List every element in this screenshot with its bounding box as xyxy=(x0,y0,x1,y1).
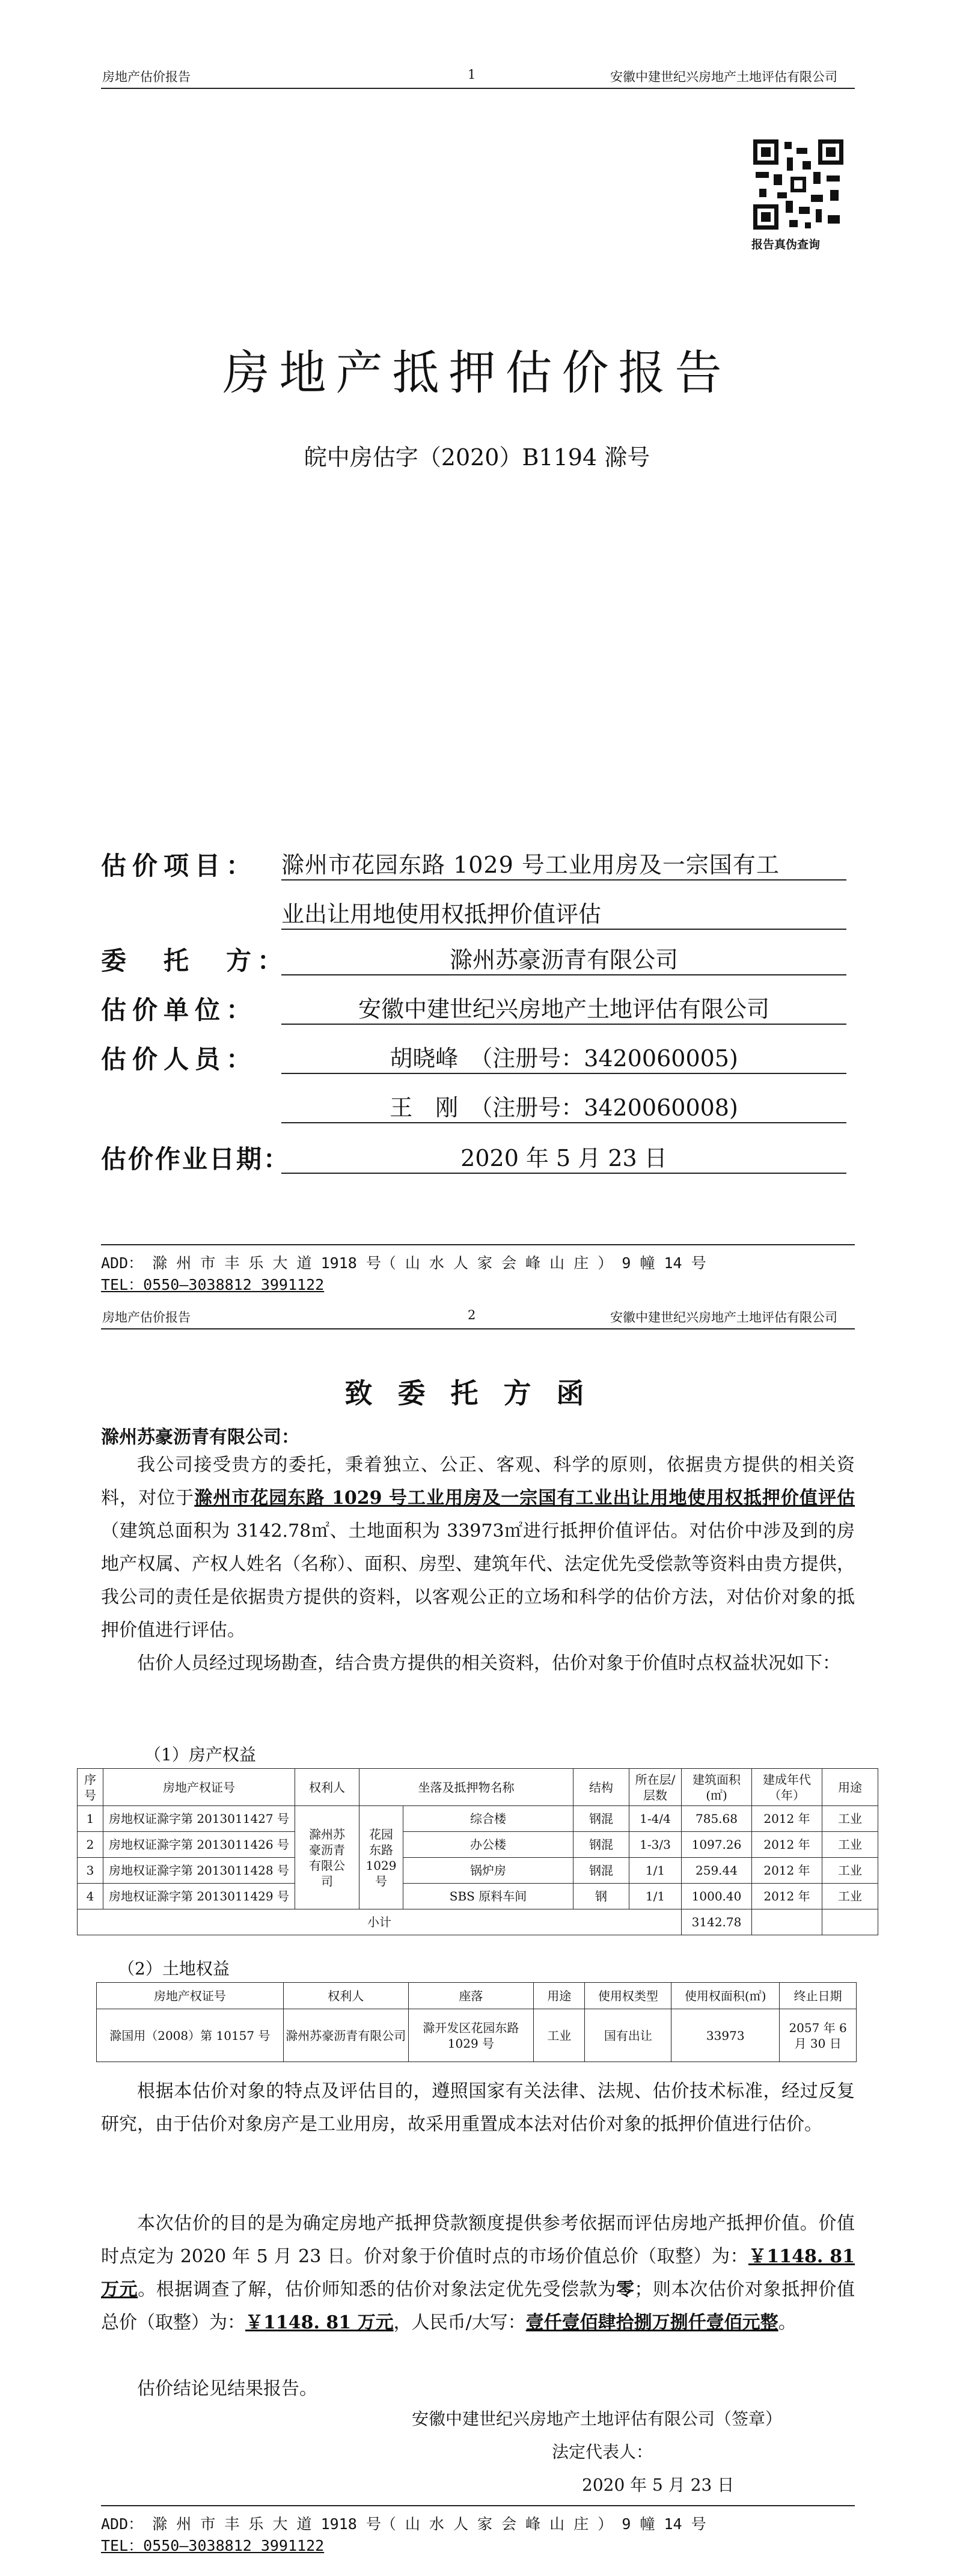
mortgage-value-uppercase: 壹仟壹佰肆拾捌万捌仟壹佰元整 xyxy=(525,2312,778,2333)
row-4-year: 2012 年 xyxy=(752,1884,822,1909)
house-header-owner: 权利人 xyxy=(295,1769,359,1806)
land-use: 工业 xyxy=(534,2009,585,2062)
row-4-cert: 房地权证滁字第 2013011429 号 xyxy=(103,1884,295,1909)
row-4-area: 1000.40 xyxy=(682,1884,752,1909)
appraiser-1: 胡晓峰 （注册号：3420060005) xyxy=(281,1040,846,1074)
land-header-end-date: 终止日期 xyxy=(780,1983,857,2009)
row-2-area: 1097.26 xyxy=(682,1832,752,1858)
row-1-name: 综合楼 xyxy=(403,1806,573,1832)
land-location: 滁开发区花园东路 1029 号 xyxy=(408,2009,533,2062)
letter-paragraph-3: 根据本估价对象的特点及评估目的，遵照国家有关法律、法规、估价技术标准，经过反复研究，由于估价对象房产是工业用房，故采用重置成本法对估价对象的抵押价值进行估价。 xyxy=(101,2081,855,2135)
land-table-header xyxy=(97,1983,857,2009)
priority-payment: 零 xyxy=(616,2279,635,2300)
appraiser-label: 估价人员： xyxy=(101,1045,258,1074)
land-rights-table xyxy=(96,1982,857,2062)
date-label: 估价作业日期： xyxy=(101,1144,291,1174)
row-4-no: 4 xyxy=(78,1884,103,1909)
para4-mid3: ，人民币/大写： xyxy=(393,2312,526,2333)
report-number: 皖中房估字（2020）B1194 滁号 xyxy=(304,444,650,471)
project-value-line2: 业出让用地使用权抵押价值评估 xyxy=(281,896,846,930)
signature-company: 安徽中建世纪兴房地产土地评估有限公司（签章） xyxy=(412,2409,783,2429)
land-header-right-type: 使用权类型 xyxy=(585,1983,671,2009)
para4-intro: 本次估价的目的是为确定房地产抵押贷款额度提供参考依据而评估房地产抵押价值。价值时点定为 2020 年 5 月 23 日。价对象于价值时点的市场价值总价（取整）为： xyxy=(101,2213,855,2267)
para1-body: （建筑总面积为 3142.78㎡、土地面积为 33973㎡进行抵押价值评估。对估价中涉及到的房地产权属、产权人姓名（名称）、面积、房型、建筑年代、法定优先受偿款等资料由贵方提供，我公司的责任是依据贵方提供的资料，以客观公正的立场和科学的估价方法，对估价对象的抵押价值进行评估。 xyxy=(101,1521,855,1641)
page2-header-page-number: 2 xyxy=(468,1308,476,1322)
table-row xyxy=(78,1832,878,1858)
page1-footer-phone: TEL：0550—3038812 3991122 xyxy=(101,1276,325,1293)
land-header-cert: 房地产权证号 xyxy=(97,1983,284,2009)
row-2-cert: 房地权证滁字第 2013011426 号 xyxy=(103,1832,295,1858)
house-rights-table xyxy=(77,1768,878,1935)
signature-date: 2020 年 5 月 23 日 xyxy=(582,2475,735,2495)
land-header-owner: 权利人 xyxy=(283,1983,408,2009)
row-3-floor: 1/1 xyxy=(629,1858,682,1884)
table-row xyxy=(78,1884,878,1909)
unit-label: 估价单位： xyxy=(101,995,258,1025)
project-label: 估价项目： xyxy=(101,851,258,881)
page2-header-rule xyxy=(101,1328,855,1329)
subtotal-area: 3142.78 xyxy=(682,1909,752,1935)
para4-mid: 。根据调查了解，估价师知悉的估价对象法定优先受偿款为 xyxy=(138,2279,616,2300)
para1-subject: 滁州市花园东路 1029 号工业用房及一宗国有工业出让用地使用权抵押价值评估 xyxy=(194,1488,855,1509)
house-header-year: 建成年代（年） xyxy=(752,1769,822,1806)
row-3-no: 3 xyxy=(78,1858,103,1884)
letter-paragraph-5: 估价结论见结果报告。 xyxy=(137,2378,317,2399)
row-1-area: 785.68 xyxy=(682,1806,752,1832)
para1-intro: 我公司接受贵方的委托，秉着独立、公正、客观、科学的原则，依据贵方提供的相关资料，对位于 xyxy=(101,1454,855,1509)
client-value: 滁州苏豪沥青有限公司 xyxy=(281,941,846,975)
land-area: 33973 xyxy=(671,2009,780,2062)
table-subtotal-row xyxy=(78,1909,878,1935)
table-row xyxy=(97,2009,857,2062)
row-4-floor: 1/1 xyxy=(629,1884,682,1909)
house-header-cert: 房地产权证号 xyxy=(103,1769,295,1806)
page2-header-left: 房地产估价报告 xyxy=(102,1310,191,1325)
market-value-total: ￥1148. 81 万元 xyxy=(101,2246,855,2300)
land-section-title: （2）土地权益 xyxy=(118,1959,230,1979)
row-4-use: 工业 xyxy=(822,1884,878,1909)
house-header-floor: 所在层/层数 xyxy=(629,1769,682,1806)
project-value-line1: 滁州市花园东路 1029 号工业用房及一宗国有工 xyxy=(281,846,846,881)
qr-caption: 报告真伪查询 xyxy=(751,238,821,251)
land-header-area: 使用权面积(㎡) xyxy=(671,1983,780,2009)
unit-value: 安徽中建世纪兴房地产土地评估有限公司 xyxy=(281,990,846,1025)
letter-paragraph-4 xyxy=(101,2207,855,2339)
row-3-year: 2012 年 xyxy=(752,1858,822,1884)
row-3-name: 锅炉房 xyxy=(403,1858,573,1884)
verification-qr-code[interactable] xyxy=(753,139,843,230)
house-header-area: 建筑面积(㎡) xyxy=(682,1769,752,1806)
page1-footer-address: ADD： 滁 州 市 丰 乐 大 道 1918 号（ 山 水 人 家 会 峰 山 庄 ） 9 幢 14 号 xyxy=(101,1254,706,1272)
row-2-structure: 钢混 xyxy=(573,1832,629,1858)
row-1-no: 1 xyxy=(78,1806,103,1832)
letter-paragraph-2: 估价人员经过现场勘查，结合贵方提供的相关资料，估价对象于价值时点权益状况如下： xyxy=(137,1653,840,1674)
land-header-location: 座落 xyxy=(408,1983,533,2009)
row-4-structure: 钢 xyxy=(573,1884,629,1909)
letter-paragraph-1 xyxy=(101,1448,855,1647)
house-header-no: 序号 xyxy=(78,1769,103,1806)
page2-footer-phone: TEL：0550—3038812 3991122 xyxy=(101,2537,325,2554)
subtotal-label: 小计 xyxy=(78,1909,682,1935)
house-section-title: （1）房产权益 xyxy=(144,1745,256,1765)
table-row xyxy=(78,1806,878,1832)
land-header-use: 用途 xyxy=(534,1983,585,2009)
page1-header-right: 安徽中建世纪兴房地产土地评估有限公司 xyxy=(610,70,837,84)
row-3-use: 工业 xyxy=(822,1858,878,1884)
land-end-date: 2057 年 6 月 30 日 xyxy=(780,2009,857,2062)
mortgage-value-total: ￥1148. 81 万元 xyxy=(245,2312,394,2333)
client-label: 委 托 方： xyxy=(101,946,289,975)
row-1-floor: 1-4/4 xyxy=(629,1806,682,1832)
page2-footer-address: ADD： 滁 州 市 丰 乐 大 道 1918 号（ 山 水 人 家 会 峰 山 庄 ） 9 幢 14 号 xyxy=(101,2515,706,2533)
land-cert: 滁国用（2008）第 10157 号 xyxy=(97,2009,284,2062)
row-2-year: 2012 年 xyxy=(752,1832,822,1858)
salutation: 滁州苏豪沥青有限公司： xyxy=(101,1427,299,1448)
row-2-use: 工业 xyxy=(822,1832,878,1858)
house-table-header xyxy=(78,1769,878,1806)
row-2-floor: 1-3/3 xyxy=(629,1832,682,1858)
appraiser-2: 王 刚 （注册号：3420060008) xyxy=(281,1089,846,1123)
page2-header-right: 安徽中建世纪兴房地产土地评估有限公司 xyxy=(610,1310,837,1325)
page1-header-page-number: 1 xyxy=(468,67,476,82)
table-row xyxy=(78,1858,878,1884)
page1-header-rule xyxy=(101,88,855,89)
row-1-use: 工业 xyxy=(822,1806,878,1832)
row-3-structure: 钢混 xyxy=(573,1858,629,1884)
row-1-cert: 房地权证滁字第 2013011427 号 xyxy=(103,1806,295,1832)
date-value: 2020 年 5 月 23 日 xyxy=(281,1140,846,1174)
house-header-use: 用途 xyxy=(822,1769,878,1806)
row-3-cert: 房地权证滁字第 2013011428 号 xyxy=(103,1858,295,1884)
house-header-structure: 结构 xyxy=(573,1769,629,1806)
para4-mid2: ；则本次估价对象抵押价值总价（取整）为： xyxy=(101,2279,855,2333)
house-owner-cell: 滁州苏豪沥青有限公司 xyxy=(295,1806,359,1909)
row-3-area: 259.44 xyxy=(682,1858,752,1884)
row-2-no: 2 xyxy=(78,1832,103,1858)
row-2-name: 办公楼 xyxy=(403,1832,573,1858)
land-right-type: 国有出让 xyxy=(585,2009,671,2062)
house-header-location: 坐落及抵押物名称 xyxy=(359,1769,573,1806)
row-1-year: 2012 年 xyxy=(752,1806,822,1832)
row-4-name: SBS 原料车间 xyxy=(403,1884,573,1909)
row-1-structure: 钢混 xyxy=(573,1806,629,1832)
house-location-cell: 花园东路1029号 xyxy=(359,1806,403,1909)
signature-representative: 法定代表人： xyxy=(552,2442,653,2462)
para4-end: 。 xyxy=(778,2312,797,2333)
page1-header-left: 房地产估价报告 xyxy=(102,70,191,84)
letter-title: 致委托方函 xyxy=(344,1377,610,1409)
land-owner: 滁州苏豪沥青有限公司 xyxy=(283,2009,408,2062)
report-title: 房地产抵押估价报告 xyxy=(222,346,732,400)
page2-footer-rule xyxy=(101,2505,855,2506)
page1-footer-rule xyxy=(101,1244,855,1245)
